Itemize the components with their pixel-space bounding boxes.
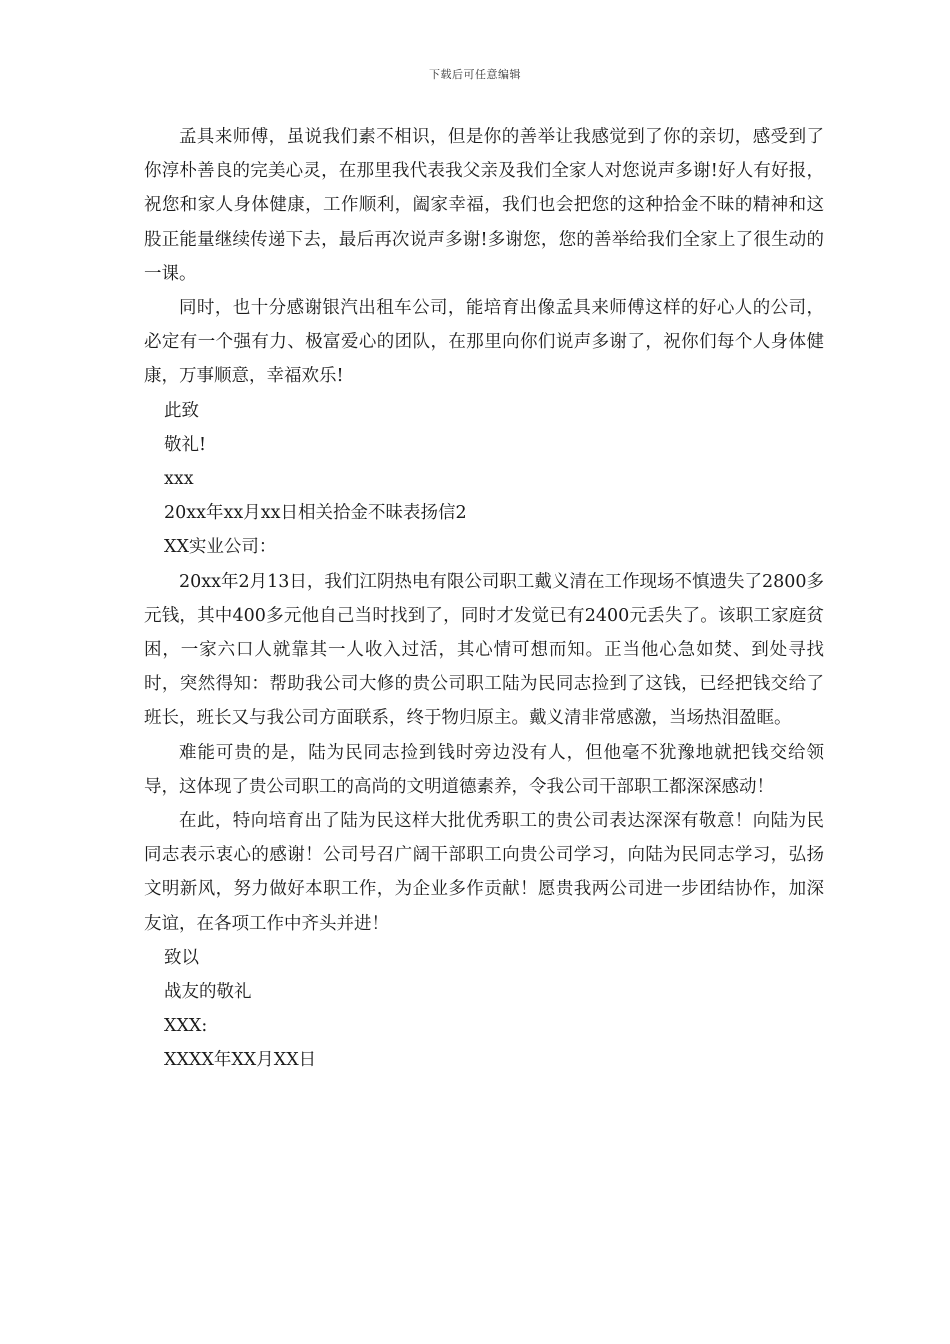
paragraph-respect: 在此，特向培育出了陆为民这样大批优秀职工的贵公司表达深深有敬意！向陆为民同志表示衷心的感谢！公司号召广阔干部职工向贵公司学习，向陆为民同志学习，弘扬文明新风，努力做好本职工作，为企业多作贡献！愿贵我两公司进一步团结协作，加深友谊，在各项工作中齐头并进！ [144,811,824,934]
closing-line-1: 此致 [164,400,199,421]
paragraph-thanks-company: 同时，也十分感谢银汽出租车公司，能培育出像孟具来师傅这样的好心人的公司，必定有一个强有力、极富爱心的团队，在那里向你们说声多谢了，祝你们每个人身体健康，万事顺意，幸福欢乐! [144,298,824,387]
letter-2-salutation: XX实业公司： [164,537,277,558]
letter-body [144,120,824,1078]
signature-2: XXX: [164,1016,208,1037]
signature-1: xxx [164,469,194,490]
date-line: XXXX年XX月XX日 [164,1050,317,1071]
paragraph-incident: 20xx年2月13日，我们江阴热电有限公司职工戴义清在工作现场不慎遗失了2800多元钱，其中400多元他自己当时找到了，同时才发觉已有2400元丢失了。该职工家庭贫困，一家六口人就靠其一人收入过活，其心情可想而知。正当他心急如焚、到处寻找时，突然得知：帮助我公司大修的贵公司职工陆为民同志捡到了这钱，已经把钱交给了班长，班长又与我公司方面联系，终于物归原主。戴义清非常感激，当场热泪盈眶。 [144,571,824,729]
page-header-note: 下载后可任意编辑 [429,68,521,81]
paragraph-praise: 难能可贵的是，陆为民同志捡到钱时旁边没有人，但他毫不犹豫地就把钱交给领导，这体现了贵公司职工的高尚的文明道德素养，令我公司干部职工都深深感动！ [144,742,824,797]
closing-line-4: 战友的敬礼 [164,982,252,1003]
letter-2-title: 20xx年xx月xx日相关拾金不昧表扬信2 [164,503,467,524]
paragraph-thanks-driver: 孟具来师傅，虽说我们素不相识，但是你的善举让我感觉到了你的亲切，感受到了你淳朴善良的完美心灵，在那里我代表我父亲及我们全家人对您说声多谢!好人有好报，祝您和家人身体健康，工作顺利，阖家幸福，我们也会把您的这种拾金不昧的精神和这股正能量继续传递下去，最后再次说声多谢!多谢您，您的善举给我们全家上了很生动的一课。 [144,127,824,284]
closing-line-2: 敬礼! [164,434,207,455]
closing-line-3: 致以 [164,947,199,968]
